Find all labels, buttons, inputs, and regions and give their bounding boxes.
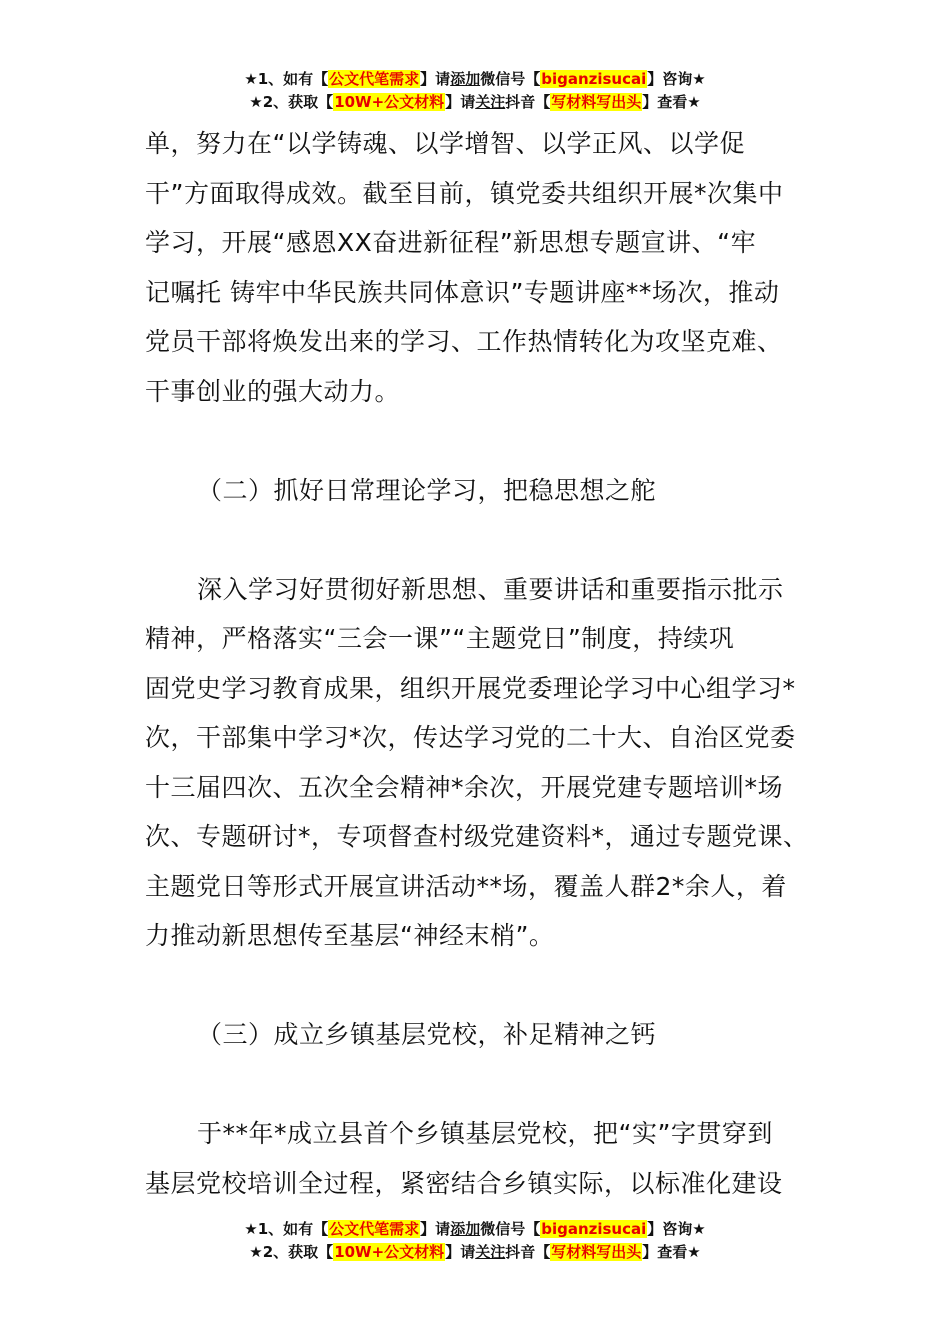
paragraph-2: [145, 565, 815, 961]
paragraph-gap: [145, 1060, 815, 1110]
text-line: 固党史学习教育成果，组织开展党委理论学习中心组学习*: [145, 673, 796, 703]
banner-text: 微信号【: [480, 70, 541, 88]
paragraph-gap: [145, 515, 815, 565]
banner-highlight: biganzisucai: [541, 70, 647, 88]
banner-text: 】请: [420, 70, 451, 88]
text-line: 基层党校培训全过程，紧密结合乡镇实际，以标准化建设: [145, 1168, 783, 1198]
banner-highlight: biganzisucai: [541, 1220, 647, 1238]
text-line: 记嘱托 铸牢中华民族共同体意识”专题讲座**场次，推动: [145, 277, 780, 307]
banner-text: ★1、如有【: [244, 70, 329, 88]
text-line: 单，努力在“以学铸魂、以学增智、以学正风、以学促: [145, 129, 745, 158]
banner-line-1: [0, 1218, 950, 1241]
banner-highlight: 公文代笔需求: [329, 70, 420, 88]
text-line: 学习，开展“感恩XX奋进新征程”新思想专题宣讲、“牢: [145, 228, 757, 257]
banner-line-1: [0, 68, 950, 91]
banner-highlight: 公文代笔需求: [329, 1220, 420, 1238]
banner-highlight: 写材料写出头: [551, 1243, 642, 1261]
text-line: 主题党日等形式开展宣讲活动**场，覆盖人群2*余人，着: [145, 871, 787, 901]
text-line: 力推动新思想传至基层“神经末梢”。: [145, 921, 555, 950]
banner-highlight: 10W+公文材料: [334, 1243, 445, 1261]
text-line: 深入学习好贯彻好新思想、重要讲话和重要指示批示: [197, 574, 784, 604]
section-heading-2: （二）抓好日常理论学习，把稳思想之舵: [197, 475, 657, 505]
banner-highlight: 10W+公文材料: [334, 93, 445, 111]
banner-text: ★2、获取【: [249, 1243, 334, 1261]
banner-underline: 关注: [475, 93, 506, 111]
banner-line-2: [0, 1241, 950, 1264]
text-line: 次，干部集中学习*次，传达学习党的二十大、自治区党委: [145, 723, 796, 752]
banner-text: ★1、如有【: [244, 1220, 329, 1238]
document-body: [145, 119, 815, 1208]
text-line: 次、专题研讨*，专项督查村级党建资料*，通过专题党课、: [145, 822, 809, 851]
text-line: 精神，严格落实“三会一课”“主题党日”制度，持续巩: [145, 624, 735, 653]
banner-underline: 添加: [450, 70, 481, 88]
banner-text: 抖音【: [505, 93, 551, 111]
banner-text: 】查看★: [642, 1243, 701, 1261]
banner-highlight: 写材料写出头: [551, 93, 642, 111]
banner-text: 】请: [445, 93, 476, 111]
bottom-banner: [0, 1218, 950, 1264]
section-heading-3: （三）成立乡镇基层党校，补足精神之钙: [197, 1020, 657, 1049]
text-line: 于**年*成立县首个乡镇基层党校，把“实”字贯穿到: [197, 1119, 773, 1148]
top-banner: [0, 68, 950, 114]
banner-text: 微信号【: [480, 1220, 541, 1238]
banner-text: ★2、获取【: [249, 93, 334, 111]
banner-text: 】查看★: [642, 93, 701, 111]
paragraph-1: [145, 119, 815, 416]
banner-line-2: [0, 91, 950, 114]
banner-underline: 关注: [475, 1243, 506, 1261]
banner-text: 】请: [420, 1220, 451, 1238]
banner-text: 抖音【: [505, 1243, 551, 1261]
banner-text: 】请: [445, 1243, 476, 1261]
text-line: 干”方面取得成效。截至目前，镇党委共组织开展*次集中: [145, 178, 784, 208]
banner-text: 】咨询★: [647, 70, 706, 88]
paragraph-gap: [145, 416, 815, 466]
text-line: 党员干部将焕发出来的学习、工作热情转化为攻坚克难、: [145, 327, 783, 356]
banner-underline: 添加: [450, 1220, 481, 1238]
text-line: 干事创业的强大动力。: [145, 376, 401, 406]
paragraph-3: [145, 1109, 815, 1208]
text-line: 十三届四次、五次全会精神*余次，开展党建专题培训*场: [145, 772, 784, 802]
banner-text: 】咨询★: [647, 1220, 706, 1238]
paragraph-gap: [145, 961, 815, 1011]
